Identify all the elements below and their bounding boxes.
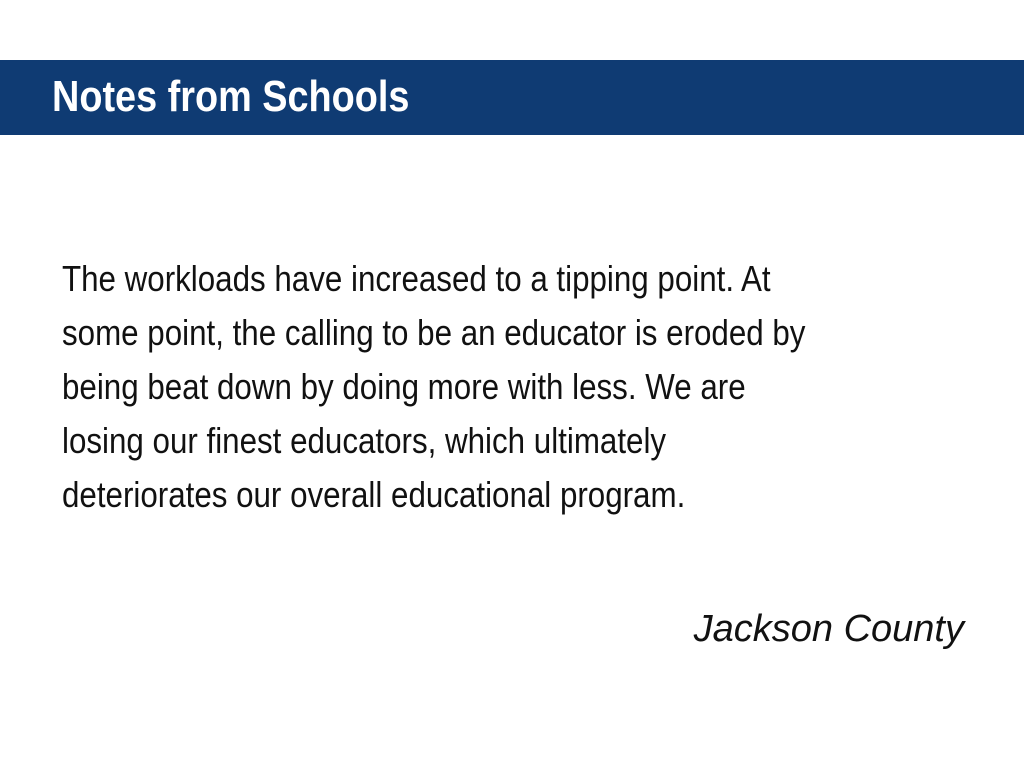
quote-line-2: some point, the calling to be an educator is eroded by: [62, 312, 806, 353]
quote-line-4: losing our finest educators, which ultimately: [62, 420, 667, 461]
slide-title: Notes from Schools: [52, 72, 410, 121]
quote-text: [62, 252, 932, 522]
quote-line-3: being beat down by doing more with less. We are: [62, 366, 746, 407]
title-bar: [0, 60, 1024, 135]
quote-line-5: deteriorates our overall educational program.: [62, 474, 686, 515]
quote-attribution: Jackson County: [693, 608, 964, 650]
quote-line-1: The workloads have increased to a tipping point. At: [62, 258, 771, 299]
